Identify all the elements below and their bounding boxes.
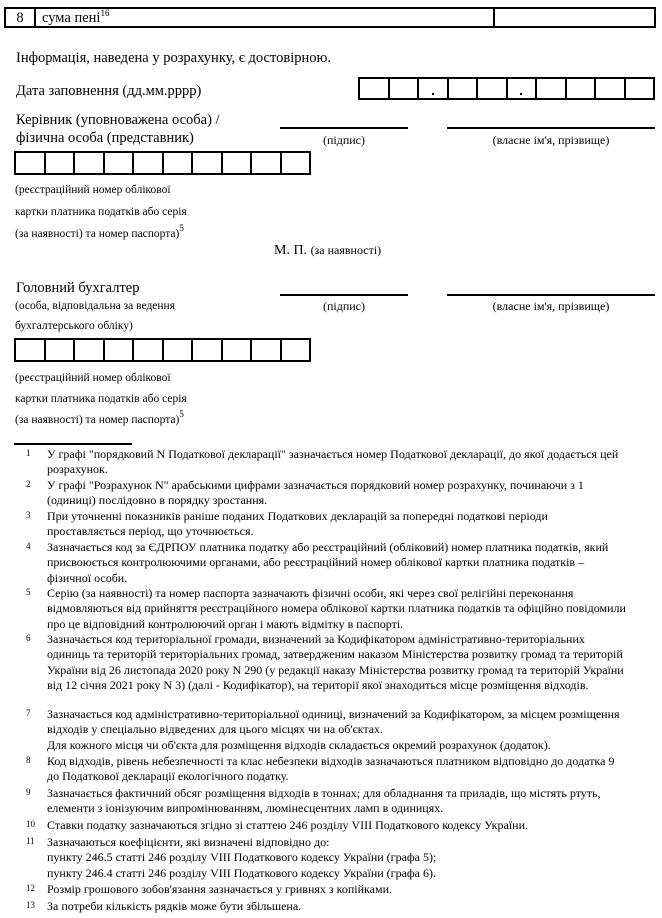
date-input-boxes[interactable] — [358, 77, 655, 100]
date-cell[interactable] — [478, 79, 508, 98]
accountant-id-caption-line2: картки платника податків або серія — [15, 393, 187, 405]
footnote-ref: 16 — [100, 8, 110, 18]
id-cell[interactable] — [252, 153, 282, 173]
date-cell[interactable] — [626, 79, 654, 98]
id-cell[interactable] — [223, 153, 253, 173]
footnote-number: 13 — [26, 900, 35, 910]
id-cell[interactable] — [193, 153, 223, 173]
id-cell[interactable] — [193, 340, 223, 360]
id-cell[interactable] — [75, 153, 105, 173]
footnote-text — [47, 447, 652, 478]
footnote-line: Зазначається код за ЄДРПОУ платника податку або реєстраційний (обліковий) номер платника податків, який — [47, 540, 609, 554]
id-cell[interactable] — [252, 340, 282, 360]
footnote-line: Зазначається код адміністративно-територіальної одиниці, визначений за Кодифікатором, за місцем розміщення — [47, 707, 620, 721]
id-cell[interactable] — [164, 340, 194, 360]
footnote-line: про це відповідний контролюючий орган і мають відмітку в паспорті. — [47, 616, 404, 631]
footnote-line: проставляється період, що уточнюється. — [47, 524, 254, 539]
manager-id-boxes[interactable] — [14, 151, 311, 175]
id-cell[interactable] — [16, 153, 46, 173]
footnote-line: Зазначається код територіальної громади, визначений за Кодифікатором адміністративно-територіальних — [47, 632, 585, 646]
footnote-number: 9 — [26, 787, 31, 797]
footnote-line: пункту 246.5 статті 246 розділу VIII Податкового кодексу України (графа 5); — [47, 850, 437, 865]
footnote-number: 12 — [26, 883, 35, 893]
date-separator — [520, 93, 522, 95]
footnote-line: розрахунок. — [47, 462, 108, 477]
footnote-text — [47, 478, 652, 509]
date-cell[interactable] — [508, 79, 538, 98]
footnote-line: фізичної особи. — [47, 570, 128, 585]
accuracy-statement: Інформація, наведена у розрахунку, є достовірною. — [16, 50, 331, 66]
footnote-text — [47, 707, 652, 753]
footnote-ref: 5 — [179, 223, 184, 233]
footnote-line: одиниць та територій територіальних громад, затвердженим наказом Міністерства розвитку громад та територій — [47, 647, 623, 662]
id-cell[interactable] — [282, 340, 310, 360]
id-cell[interactable] — [46, 340, 76, 360]
manager-id-caption-line2: картки платника податків або серія — [15, 206, 187, 218]
footnote-separator — [14, 443, 132, 445]
footnote-line: Для кожного місця чи об'єкта для розміщення відходів складається окремий розрахунок (додаток). — [47, 737, 551, 752]
id-cell[interactable] — [282, 153, 310, 173]
footnote-line: Ставки податку зазначаються згідно зі статтею 246 розділу VIII Податкового кодексу України. — [47, 818, 528, 832]
manager-signature-line[interactable] — [280, 127, 408, 129]
penalty-amount-field[interactable] — [495, 9, 654, 26]
footnote-number: 6 — [26, 633, 31, 643]
footnote-line: Зазначаються коефіцієнти, які визначені відповідно до: — [47, 835, 330, 849]
accountant-name-line[interactable] — [447, 294, 655, 296]
footnote-line: При уточненні показників раніше поданих Податкових декларацій за попередні податкові періоди — [47, 509, 548, 523]
accountant-subtitle-line1: (особа, відповідальна за ведення — [15, 300, 175, 312]
accountant-name-label: (власне ім'я, прізвище) — [492, 299, 610, 313]
date-cell[interactable] — [390, 79, 420, 98]
date-cell[interactable] — [449, 79, 479, 98]
footnote-line: За потреби кількість рядків може бути збільшена. — [47, 899, 302, 913]
accountant-id-boxes[interactable] — [14, 338, 311, 362]
footnote-text — [47, 786, 652, 817]
footnote-text — [47, 818, 652, 833]
date-separator — [432, 93, 434, 95]
id-cell[interactable] — [75, 340, 105, 360]
date-label: Дата заповнення (дд.мм.рррр) — [16, 83, 202, 99]
row-label-text: сума пені — [42, 10, 101, 26]
accountant-subtitle-line2: бухгалтерського обліку) — [15, 320, 133, 332]
footnote-number: 1 — [26, 448, 31, 458]
manager-name-label: (власне ім'я, прізвище) — [492, 133, 610, 147]
footnote-line: Зазначається фактичний обсяг розміщення відходів в тоннах; для обладнання та приладів, що містять ртуть, — [47, 786, 601, 800]
footnote-line: від 12 січня 2021 року N 3) (далі - Кодифікатор), на території якої знаходиться місце розміщення відходів. — [47, 677, 589, 692]
caption-text: (за наявності) та номер паспорта) — [15, 414, 180, 426]
footnote-number: 2 — [26, 479, 31, 489]
manager-id-caption-line1: (реєстраційний номер облікової — [15, 184, 171, 196]
accountant-id-caption-line1: (реєстраційний номер облікової — [15, 372, 171, 384]
footnote-line: У графі "порядковий N Податкової декларації" зазначається номер Податкової декларації, до якої додається цей — [47, 447, 619, 461]
id-cell[interactable] — [134, 340, 164, 360]
footnote-number: 8 — [26, 755, 31, 765]
id-cell[interactable] — [134, 153, 164, 173]
footnote-line: до Податкової декларації екологічного податку. — [47, 769, 289, 784]
accountant-title: Головний бухгалтер — [16, 280, 140, 296]
row-number: 8 — [6, 9, 36, 26]
manager-title-line2: фізична особа (представник) — [16, 130, 194, 146]
id-cell[interactable] — [16, 340, 46, 360]
footnote-number: 4 — [26, 541, 31, 551]
footnote-line: відходів у спеціально відведених для цього місцях чи на об'єктах. — [47, 722, 384, 737]
footnote-line: пункту 246.4 статті 246 розділу VIII Податкового кодексу України (графа 6). — [47, 865, 436, 880]
footnote-line: (одиниці) послідовно в порядку зростання. — [47, 493, 268, 508]
date-cell[interactable] — [596, 79, 626, 98]
date-cell[interactable] — [360, 79, 390, 98]
footnote-line: елементи з іонізуючим випромінюванням, люмінесцентних ламп в одиницях. — [47, 801, 444, 816]
footnote-number: 5 — [26, 587, 31, 597]
accountant-signature-label: (підпис) — [322, 299, 366, 313]
id-cell[interactable] — [164, 153, 194, 173]
footnote-number: 3 — [26, 510, 31, 520]
footnote-number: 11 — [26, 836, 35, 846]
penalty-row — [4, 7, 656, 28]
stamp-label — [274, 242, 381, 259]
id-cell[interactable] — [105, 340, 135, 360]
accountant-id-caption-line3 — [15, 409, 184, 427]
manager-name-line[interactable] — [447, 127, 655, 129]
footnote-text — [47, 586, 652, 632]
manager-id-caption-line3 — [15, 223, 184, 241]
footnote-text — [47, 632, 652, 693]
footnote-number: 10 — [26, 819, 35, 829]
footnote-line: Код відходів, рівень небезпечності та клас небезпеки відходів зазначаються платником відповідно до додатка 9 — [47, 754, 615, 768]
manager-title-line1: Керівник (уповноважена особа) / — [16, 112, 220, 128]
footnote-line: Розмір грошового зобов'язання зазначається у гривнях з копійками. — [47, 882, 393, 896]
footnote-line: відмовляються від прийняття реєстраційного номера облікової картки платника податків та офіційно повідомили — [47, 601, 626, 616]
id-cell[interactable] — [105, 153, 135, 173]
footnote-text — [47, 754, 652, 785]
footnote-number: 7 — [26, 708, 31, 718]
date-cell[interactable] — [567, 79, 597, 98]
footnote-text — [47, 899, 652, 914]
caption-text: (за наявності) та номер паспорта) — [15, 228, 180, 240]
stamp-mp: М. П. — [274, 243, 308, 258]
stamp-note: (за наявності) — [310, 243, 382, 257]
footnote-ref: 5 — [179, 409, 184, 419]
footnote-text — [47, 882, 652, 897]
date-cell[interactable] — [537, 79, 567, 98]
date-cell[interactable] — [419, 79, 449, 98]
id-cell[interactable] — [46, 153, 76, 173]
footnote-text — [47, 509, 652, 540]
footnote-line: України від 26 листопада 2020 року N 290 (у редакції наказу Міністерства розвитку громад та територій України — [47, 662, 624, 677]
footnote-text — [47, 835, 652, 881]
manager-signature-label: (підпис) — [322, 133, 366, 147]
row-label — [36, 9, 495, 26]
footnote-line: присвоюється контролюючими органами, або реєстраційний номер облікової картки платника податків – — [47, 555, 585, 570]
footnote-line: Серію (за наявності) та номер паспорта зазначають фізичні особи, які через свої релігійні переконання — [47, 586, 574, 600]
id-cell[interactable] — [223, 340, 253, 360]
footnote-text — [47, 540, 652, 586]
footnote-line: У графі "Розрахунок N" арабськими цифрами зазначається порядковий номер розрахунку, починаючи з 1 — [47, 478, 584, 492]
accountant-signature-line[interactable] — [280, 294, 408, 296]
